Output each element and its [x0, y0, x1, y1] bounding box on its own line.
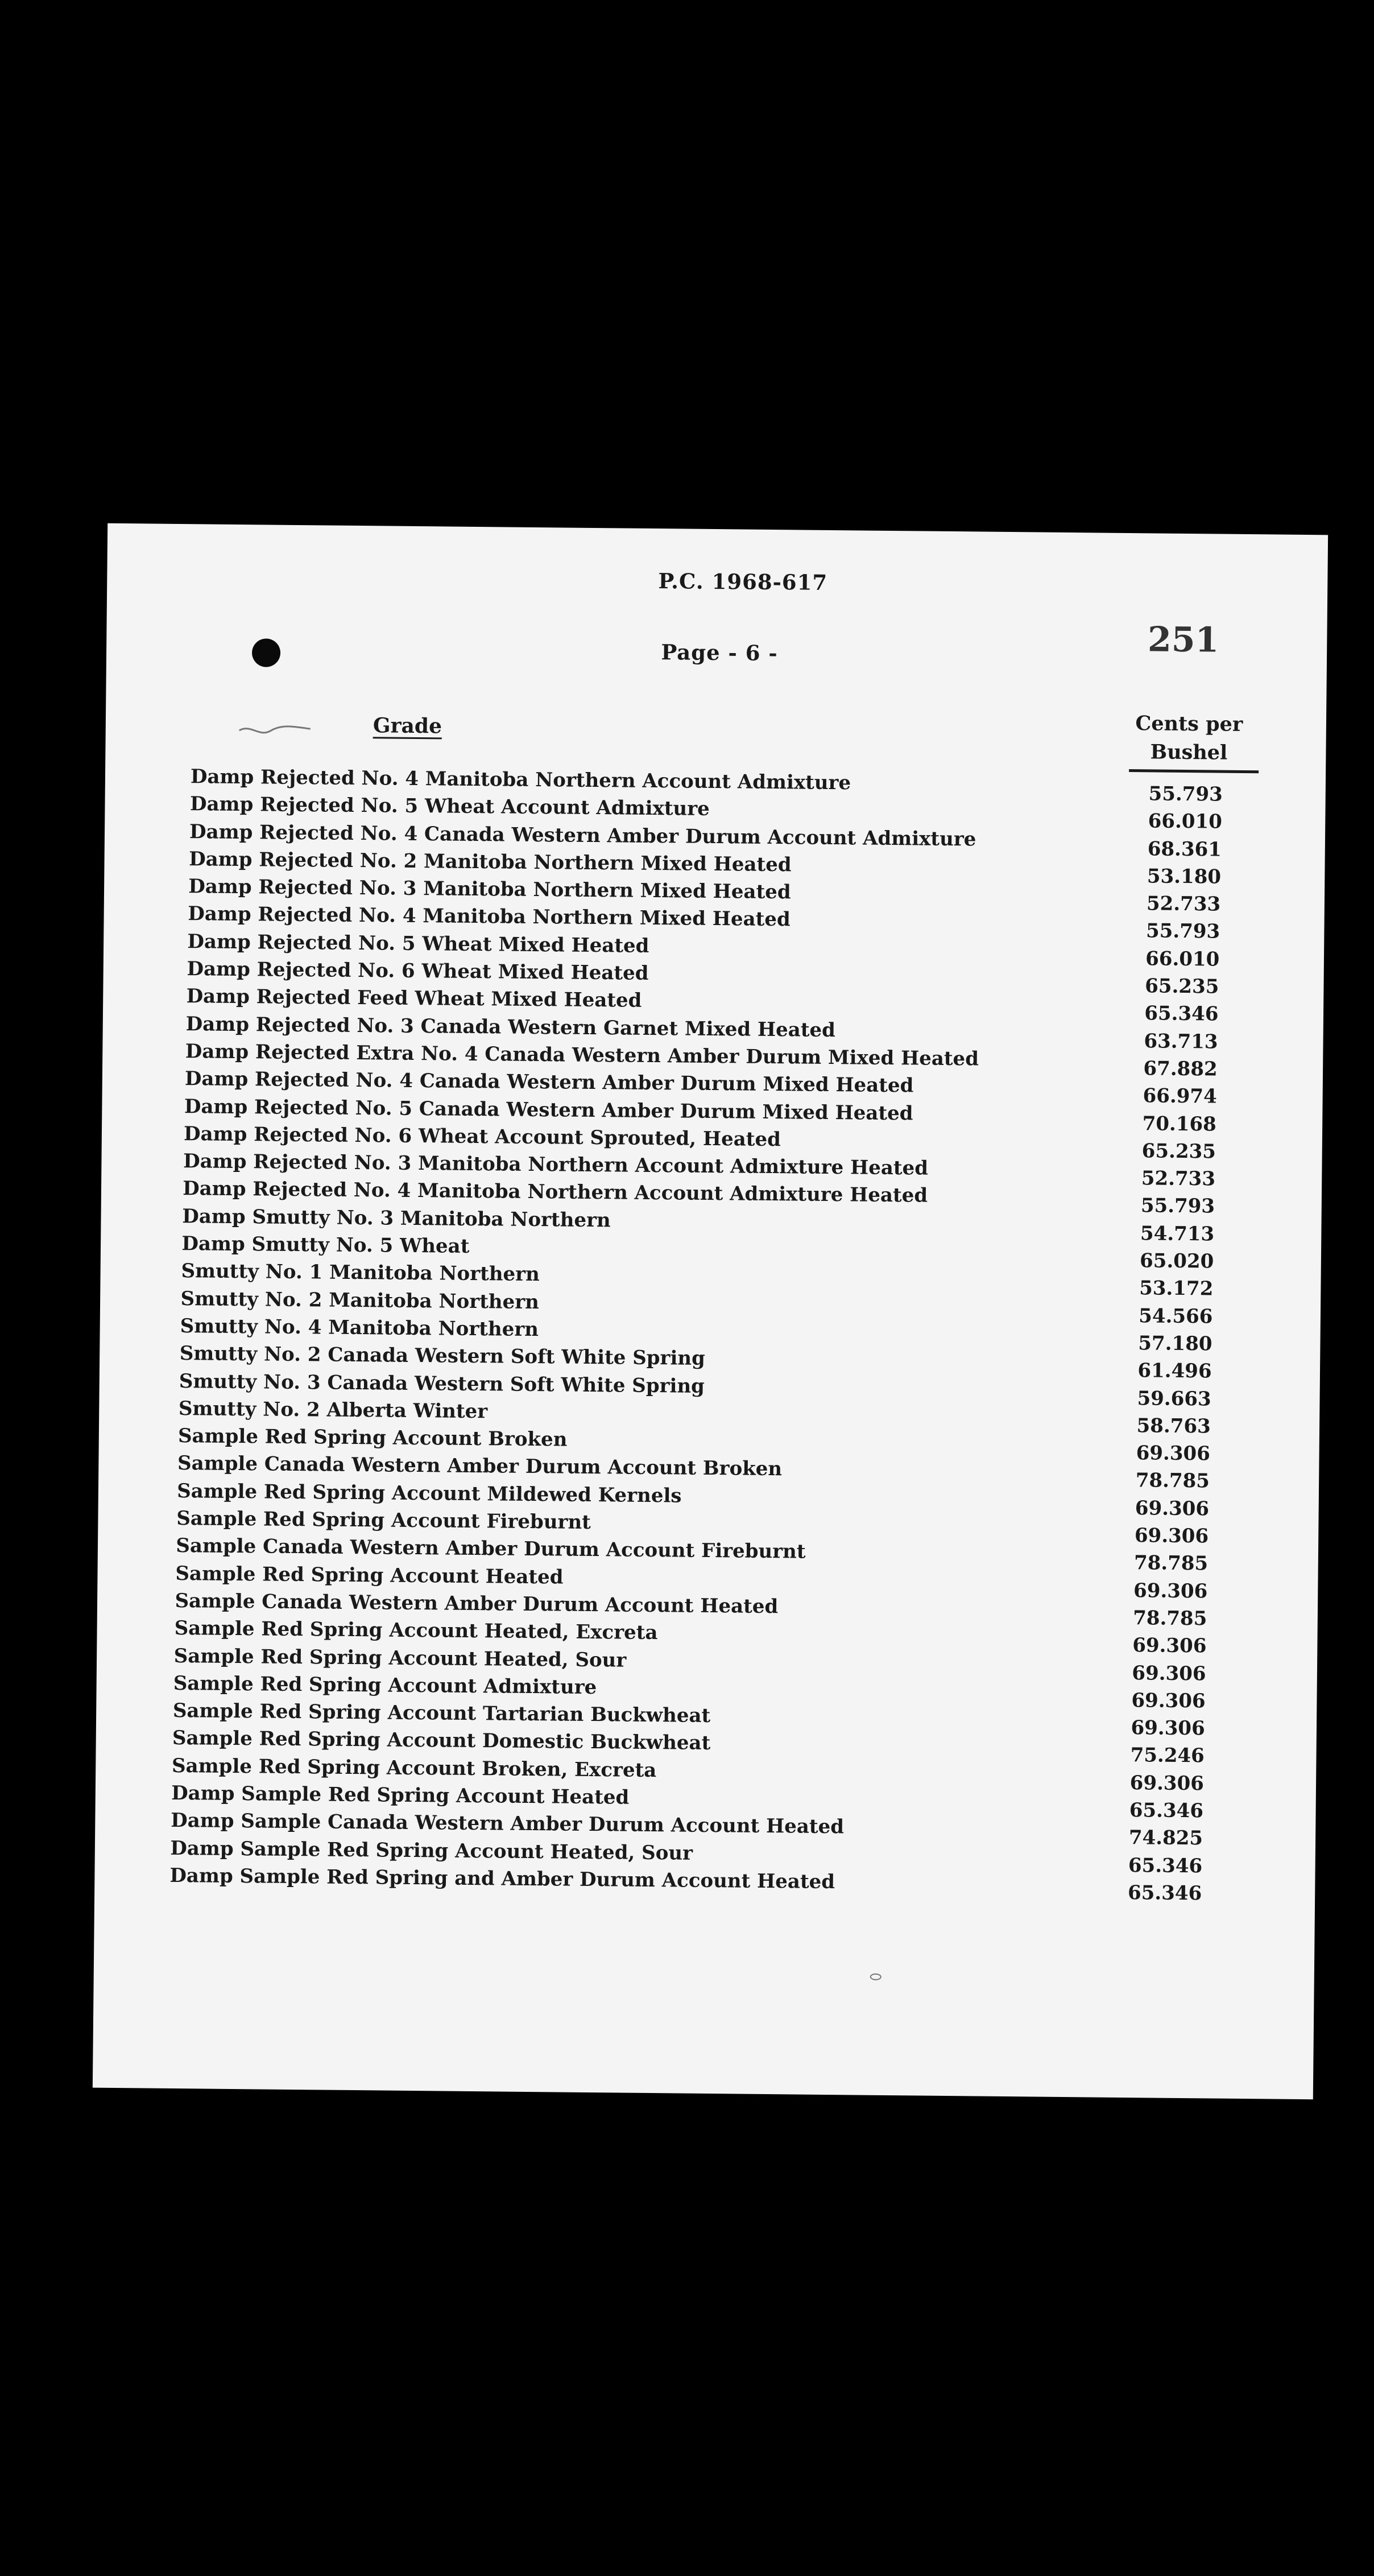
cents-header-line2: Bushel: [1150, 740, 1228, 765]
cents-per-bushel-value: 67.882: [1143, 1057, 1218, 1081]
cents-per-bushel-value: 69.306: [1131, 1716, 1205, 1740]
cents-per-bushel-value: 69.306: [1136, 1442, 1211, 1465]
grade-name: Smutty No. 4 Manitoba Northern: [180, 1314, 539, 1341]
cents-column-header: [1126, 709, 1252, 767]
cents-per-bushel-value: 53.180: [1147, 865, 1222, 889]
grade-name: Sample Red Spring Account Heated, Excreta: [174, 1617, 658, 1645]
cents-per-bushel-value: 52.733: [1141, 1167, 1216, 1191]
document-page: [93, 523, 1328, 2099]
cents-per-bushel-value: 58.763: [1136, 1414, 1211, 1438]
cents-per-bushel-value: 55.793: [1148, 782, 1223, 806]
cents-per-bushel-value: 68.361: [1147, 837, 1222, 861]
cents-per-bushel-value: 65.346: [1129, 1799, 1204, 1823]
cents-per-bushel-value: 65.346: [1144, 1002, 1219, 1026]
grade-name: Damp Rejected No. 5 Canada Western Amber Durum Mixed Heated: [184, 1095, 913, 1125]
grade-name: Damp Sample Red Spring Account Heated, Sour: [170, 1836, 693, 1865]
order-number: P.C. 1968-617: [658, 568, 828, 595]
stamped-page-number: 251: [1147, 620, 1219, 660]
grade-name: Smutty No. 1 Manitoba Northern: [181, 1260, 540, 1286]
grade-name: Damp Rejected No. 5 Wheat Mixed Heated: [187, 930, 649, 957]
grade-name: Sample Red Spring Account Fireburnt: [176, 1507, 591, 1534]
cents-per-bushel-value: 69.306: [1129, 1771, 1205, 1795]
grade-name: Smutty No. 2 Alberta Winter: [178, 1397, 488, 1423]
grade-name: Damp Rejected No. 3 Canada Western Garnet Mixed Heated: [185, 1012, 836, 1042]
grade-name: Sample Red Spring Account Broken, Excreta: [171, 1754, 657, 1782]
cents-per-bushel-value: 59.663: [1137, 1386, 1211, 1410]
cents-per-bushel-value: 53.172: [1139, 1277, 1214, 1301]
pen-mark: [237, 718, 316, 741]
grade-name: Damp Smutty No. 5 Wheat: [181, 1232, 470, 1258]
cents-per-bushel-value: 54.713: [1140, 1222, 1215, 1246]
grade-name: Damp Rejected No. 3 Manitoba Northern Account Admixture Heated: [183, 1150, 929, 1180]
grade-name: Smutty No. 3 Canada Western Soft White Spring: [179, 1369, 705, 1398]
grade-name: Damp Rejected No. 5 Wheat Account Admixture: [189, 792, 710, 821]
grade-name: Damp Rejected No. 3 Manitoba Northern Mixed Heated: [188, 875, 791, 904]
cents-per-bushel-value: 69.306: [1134, 1524, 1209, 1548]
cents-per-bushel-value: 52.733: [1146, 892, 1221, 916]
cents-per-bushel-value: 69.306: [1135, 1496, 1210, 1521]
grade-name: Sample Red Spring Account Tartarian Buckwheat: [172, 1699, 711, 1728]
cents-per-bushel-value: 69.306: [1133, 1579, 1208, 1603]
page-number: Page - 6 -: [661, 639, 778, 666]
cents-per-bushel-value: 66.010: [1148, 810, 1223, 833]
grade-name: Damp Rejected No. 4 Canada Western Amber Durum Mixed Heated: [184, 1067, 914, 1097]
grade-name: Sample Canada Western Amber Durum Account Heated: [175, 1589, 779, 1619]
cents-header-line1: Cents per: [1135, 712, 1243, 736]
grade-name: Damp Rejected No. 2 Manitoba Northern Mixed Heated: [189, 848, 792, 877]
cents-per-bushel-value: 69.306: [1132, 1634, 1207, 1658]
cents-per-bushel-value: 66.974: [1143, 1084, 1217, 1108]
cents-per-bushel-value: 54.566: [1139, 1304, 1213, 1328]
grade-name: Damp Smutty No. 3 Manitoba Northern: [182, 1204, 611, 1232]
grade-name: Damp Sample Canada Western Amber Durum Account Heated: [171, 1809, 845, 1839]
cents-per-bushel-value: 78.785: [1133, 1551, 1209, 1575]
grade-name: Damp Rejected Feed Wheat Mixed Heated: [186, 985, 642, 1013]
grade-name: Damp Rejected No. 6 Wheat Account Sprouted, Heated: [183, 1122, 781, 1151]
cents-per-bushel-value: 63.713: [1144, 1029, 1218, 1054]
grade-name: Damp Rejected No. 4 Manitoba Northern Account Admixture: [190, 765, 851, 795]
grade-name: Smutty No. 2 Manitoba Northern: [180, 1287, 540, 1314]
cents-per-bushel-value: 75.246: [1130, 1744, 1205, 1768]
grade-name: Sample Red Spring Account Broken: [177, 1425, 568, 1451]
grade-name: Damp Rejected No. 4 Manitoba Northern Mixed Heated: [188, 902, 791, 931]
grade-name: Damp Rejected No. 4 Canada Western Amber Durum Account Admixture: [189, 820, 976, 851]
cents-per-bushel-value: 55.793: [1145, 919, 1220, 944]
cents-per-bushel-value: 74.825: [1128, 1826, 1203, 1850]
cents-per-bushel-value: 69.306: [1132, 1661, 1206, 1685]
grade-name: Sample Red Spring Account Admixture: [173, 1671, 597, 1699]
grade-name: Smutty No. 2 Canada Western Soft White Spring: [179, 1342, 706, 1370]
cents-per-bushel-value: 61.496: [1137, 1359, 1212, 1383]
cents-per-bushel-value: 78.785: [1135, 1469, 1210, 1493]
stray-mark: [870, 1974, 881, 1980]
cents-per-bushel-value: 70.168: [1142, 1112, 1216, 1136]
cents-per-bushel-value: 66.010: [1145, 947, 1220, 971]
grade-name: Sample Red Spring Account Mildewed Kernels: [177, 1479, 682, 1508]
cents-per-bushel-value: 65.020: [1139, 1249, 1214, 1273]
grade-name: Damp Sample Red Spring and Amber Durum Account Heated: [169, 1864, 835, 1894]
grade-name: Sample Red Spring Account Heated: [175, 1562, 564, 1589]
grade-name: Sample Canada Western Amber Durum Account Fireburnt: [176, 1534, 806, 1563]
grade-name: Sample Canada Western Amber Durum Account Broken: [177, 1452, 783, 1481]
cents-per-bushel-value: 69.306: [1131, 1689, 1206, 1713]
grade-name: Damp Rejected No. 6 Wheat Mixed Heated: [187, 957, 649, 985]
cents-per-bushel-value: 65.346: [1128, 1853, 1203, 1877]
grade-name: Sample Red Spring Account Domestic Buckwheat: [172, 1727, 711, 1755]
grade-name: Damp Sample Red Spring Account Heated: [171, 1781, 630, 1809]
cents-per-bushel-value: 65.235: [1141, 1140, 1216, 1163]
grade-name: Damp Rejected Extra No. 4 Canada Western Amber Durum Mixed Heated: [185, 1040, 979, 1071]
cents-per-bushel-value: 65.346: [1127, 1881, 1202, 1905]
cents-per-bushel-value: 78.785: [1133, 1607, 1207, 1630]
cents-per-bushel-value: 65.235: [1145, 975, 1219, 998]
grade-column-header: Grade: [373, 713, 442, 738]
grade-name: Damp Rejected No. 4 Manitoba Northern Account Admixture Heated: [183, 1177, 928, 1208]
grade-price-table: [169, 763, 1294, 1905]
cents-per-bushel-value: 57.180: [1138, 1332, 1212, 1356]
grade-name: Sample Red Spring Account Heated, Sour: [173, 1644, 627, 1672]
cents-per-bushel-value: 55.793: [1140, 1194, 1215, 1218]
